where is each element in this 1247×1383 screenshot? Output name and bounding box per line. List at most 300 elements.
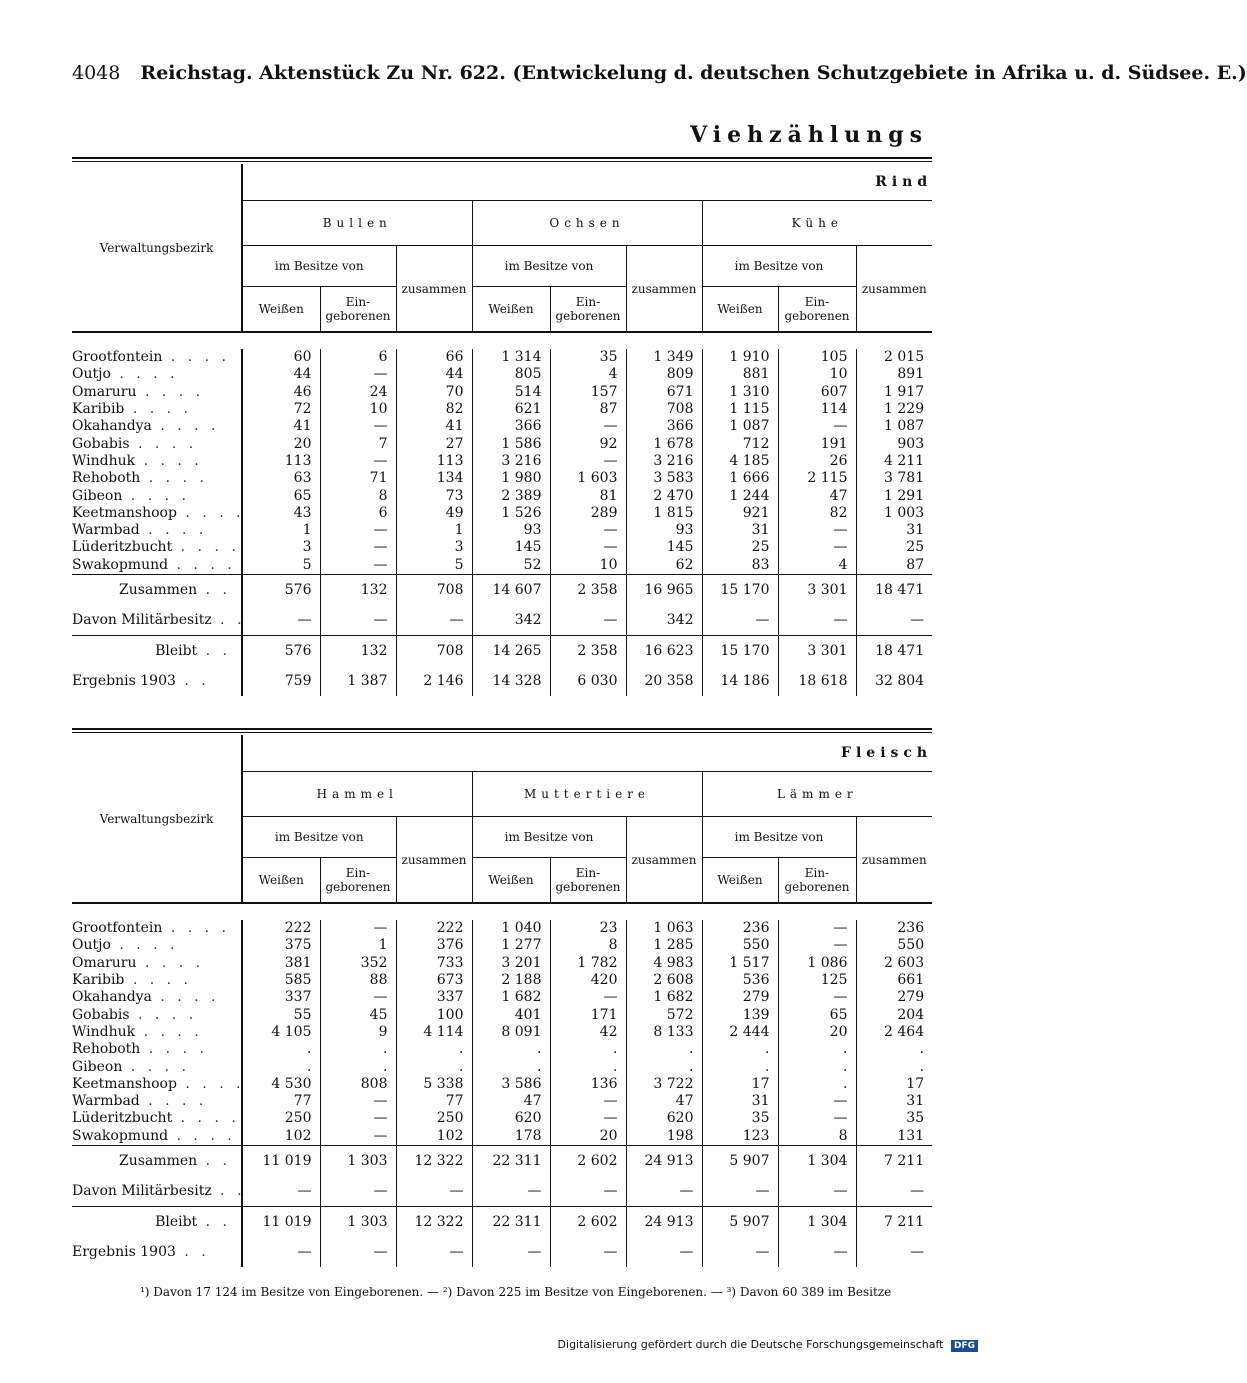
value-cell: 2 464 — [856, 1024, 932, 1041]
summary-value: 14 186 — [702, 666, 778, 696]
group-header — [242, 201, 472, 246]
summary-row-sum — [72, 574, 932, 605]
value-cell: 136 — [550, 1076, 626, 1093]
district-name — [72, 487, 242, 504]
value-cell: — — [320, 1128, 396, 1146]
natives-header: Ein-geborenen — [778, 858, 856, 904]
group-label: Hammel — [316, 787, 398, 801]
value-cell: — — [320, 453, 396, 470]
value-cell: 1 277 — [472, 937, 550, 954]
value-cell: . — [550, 1058, 626, 1075]
value-cell: 1 285 — [626, 937, 702, 954]
district-label: Windhuk — [72, 452, 136, 469]
value-cell: 9 — [320, 1024, 396, 1041]
value-cell: 3 583 — [626, 470, 702, 487]
value-cell: 83 — [702, 557, 778, 575]
owned-by-header: im Besitze von — [702, 246, 856, 287]
value-cell: 114 — [778, 401, 856, 418]
value-cell: . — [396, 1041, 472, 1058]
table-row — [72, 487, 932, 504]
value-cell: 352 — [320, 955, 396, 972]
district-label: Outjo — [72, 937, 111, 954]
value-cell: 157 — [550, 384, 626, 401]
summary-value: 1 304 — [778, 1145, 856, 1176]
value-cell: 82 — [396, 401, 472, 418]
leader-dots: . . . . — [135, 1023, 203, 1040]
value-cell: 65 — [242, 487, 320, 504]
value-cell: 4 530 — [242, 1076, 320, 1093]
summary-value: — — [702, 1176, 778, 1207]
table-row — [72, 453, 932, 470]
value-cell: — — [778, 539, 856, 556]
summary-label-cell — [72, 1176, 246, 1207]
summary-label: Zusammen — [119, 1152, 198, 1169]
value-cell: 8 091 — [472, 1024, 550, 1041]
leader-dots: . . . . — [176, 504, 245, 521]
value-cell: 236 — [702, 920, 778, 937]
summary-value: 2 602 — [550, 1145, 626, 1176]
value-cell: — — [550, 539, 626, 556]
summary-value: 2 358 — [550, 574, 626, 605]
summary-value: — — [396, 605, 472, 636]
summary-value: — — [778, 1176, 856, 1207]
summary-value: — — [702, 1237, 778, 1267]
value-cell: 222 — [242, 920, 320, 937]
value-cell: 41 — [396, 418, 472, 435]
value-cell: — — [320, 522, 396, 539]
category-label: Fleisch — [841, 745, 933, 761]
value-cell: 572 — [626, 1006, 702, 1023]
district-name — [72, 349, 242, 366]
whites-header: Weißen — [472, 858, 550, 904]
summary-value: — — [856, 605, 932, 636]
summary-label-cell — [72, 1145, 242, 1176]
district-label: Karibib — [72, 401, 125, 418]
value-cell: 1 — [242, 522, 320, 539]
leader-dots: . . — [175, 1243, 210, 1260]
summary-row-remains — [72, 635, 932, 666]
value-cell: 2 470 — [626, 487, 702, 504]
summary-value: — — [550, 1176, 626, 1207]
leader-dots: . . . . — [124, 972, 192, 989]
summary-value: — — [320, 605, 396, 636]
summary-value: 5 907 — [702, 1145, 778, 1176]
leader-dots: . . . . — [139, 1093, 208, 1110]
district-name — [72, 1093, 242, 1110]
value-cell: 87 — [856, 557, 932, 575]
footnote: ¹) Davon 17 124 im Besitze von Eingeborenen. — ²) Davon 225 im Besitze von Eingeborenen. — ³) Davon 60 389 im Besitze — [140, 1285, 892, 1299]
natives-header: Ein-geborenen — [320, 287, 396, 333]
value-cell: 4 983 — [626, 955, 702, 972]
group-header — [702, 772, 932, 817]
value-cell: . — [242, 1041, 320, 1058]
leader-dots: . . . . — [124, 401, 192, 418]
value-cell: . — [778, 1076, 856, 1093]
summary-value: 708 — [396, 635, 472, 666]
total-header: zusammen — [626, 817, 702, 904]
value-cell: 881 — [702, 366, 778, 383]
value-cell: 337 — [242, 989, 320, 1006]
summary-value: — — [242, 1176, 320, 1207]
leader-dots: . . . . — [151, 989, 220, 1006]
value-cell: — — [320, 366, 396, 383]
value-cell: — — [778, 920, 856, 937]
leader-dots: . . . . — [129, 1006, 198, 1023]
district-name — [72, 920, 242, 937]
summary-value: 16 623 — [626, 635, 702, 666]
leader-dots: . . . . — [136, 954, 205, 971]
summary-value: 1 303 — [320, 1206, 396, 1237]
summary-label: Zusammen — [119, 581, 198, 598]
value-cell: 1 086 — [778, 955, 856, 972]
value-cell: 24 — [320, 384, 396, 401]
value-cell: 1 349 — [626, 349, 702, 366]
value-cell: 2 115 — [778, 470, 856, 487]
summary-value: — — [550, 605, 626, 636]
leader-dots: . . . . — [176, 1075, 245, 1092]
leader-dots: . . . . — [162, 349, 231, 366]
owned-by-header: im Besitze von — [472, 817, 626, 858]
value-cell: 4 185 — [702, 453, 778, 470]
summary-value: — — [626, 1237, 702, 1267]
page-header — [72, 62, 1247, 84]
summary-value: 15 170 — [702, 635, 778, 666]
value-cell: — — [550, 522, 626, 539]
value-cell: 236 — [856, 920, 932, 937]
whites-header: Weißen — [242, 858, 320, 904]
district-label: Okahandya — [72, 989, 152, 1006]
header-divider — [72, 332, 932, 349]
district-label: Lüderitzbucht — [72, 1110, 173, 1127]
value-cell: 81 — [550, 487, 626, 504]
table-row — [72, 384, 932, 401]
value-cell: 279 — [702, 989, 778, 1006]
district-name — [72, 504, 245, 522]
table-row — [72, 955, 932, 972]
summary-value: 18 471 — [856, 574, 932, 605]
summary-label: Ergebnis 1903 — [72, 1243, 176, 1260]
value-cell: 131 — [856, 1128, 932, 1146]
district-name — [72, 1058, 242, 1075]
summary-value: 759 — [242, 666, 320, 696]
district-header-cell — [72, 164, 242, 332]
summary-row-remains — [72, 1206, 932, 1237]
value-cell: 134 — [396, 470, 472, 487]
value-cell: 3 216 — [626, 453, 702, 470]
whites-header: Weißen — [242, 287, 320, 333]
summary-value: 2 358 — [550, 635, 626, 666]
value-cell: 1 310 — [702, 384, 778, 401]
leader-dots: . . . . — [140, 1041, 208, 1058]
owned-by-header: im Besitze von — [702, 817, 856, 858]
value-cell: 8 — [778, 1128, 856, 1146]
value-cell: 31 — [856, 1093, 932, 1110]
value-cell: 123 — [702, 1128, 778, 1146]
summary-value: — — [702, 605, 778, 636]
district-name — [72, 435, 242, 452]
value-cell: — — [550, 1110, 626, 1127]
district-label: Grootfontein — [72, 920, 163, 937]
value-cell: 809 — [626, 366, 702, 383]
value-cell: 1 682 — [472, 989, 550, 1006]
group-header — [472, 201, 702, 246]
leader-dots: . . . . — [168, 556, 236, 573]
summary-label-cell — [72, 574, 242, 605]
district-label: Omaruru — [72, 954, 137, 971]
value-cell: 52 — [472, 557, 550, 575]
value-cell: — — [320, 418, 396, 435]
value-cell: — — [778, 989, 856, 1006]
summary-row-military — [72, 1176, 932, 1207]
value-cell: . — [778, 1041, 856, 1058]
value-cell: 10 — [778, 366, 856, 383]
district-name — [72, 539, 242, 556]
value-cell: 102 — [242, 1128, 320, 1146]
header-divider — [72, 903, 932, 920]
value-cell: 1 314 — [472, 349, 550, 366]
natives-header: Ein-geborenen — [550, 287, 626, 333]
value-cell: 8 — [320, 487, 396, 504]
district-label: Outjo — [72, 366, 111, 383]
value-cell: 401 — [472, 1006, 550, 1023]
summary-value: 14 607 — [472, 574, 550, 605]
district-name — [72, 401, 242, 418]
leader-dots: . . . . — [162, 920, 231, 937]
table-row — [72, 435, 932, 452]
district-name — [72, 366, 242, 383]
value-cell: 550 — [856, 937, 932, 954]
value-cell: 1 678 — [626, 435, 702, 452]
value-cell: 366 — [626, 418, 702, 435]
leader-dots: . . . . — [110, 366, 179, 383]
summary-value: — — [626, 1176, 702, 1207]
owned-by-header: im Besitze von — [472, 246, 626, 287]
leader-dots: . . . . — [172, 539, 240, 556]
value-cell: 1 526 — [472, 505, 550, 522]
summary-value: — — [856, 1237, 932, 1267]
value-cell: 2 608 — [626, 972, 702, 989]
district-name — [72, 1041, 242, 1058]
cattle-table — [72, 164, 932, 696]
value-cell: — — [550, 453, 626, 470]
value-cell: 3 781 — [856, 470, 932, 487]
district-name — [72, 453, 242, 470]
district-label: Gibeon — [72, 1058, 123, 1075]
dfg-watermark-text: Digitalisierung gefördert durch die Deutsche Forschungsgemeinschaft — [557, 1338, 944, 1351]
district-label: Lüderitzbucht — [72, 539, 173, 556]
value-cell: 88 — [320, 972, 396, 989]
value-cell: 3 — [396, 539, 472, 556]
value-cell: 3 — [242, 539, 320, 556]
summary-value: 14 265 — [472, 635, 550, 666]
summary-label: Bleibt — [155, 1213, 198, 1230]
value-cell: 7 — [320, 435, 396, 452]
value-cell: 26 — [778, 453, 856, 470]
summary-value: 2 602 — [550, 1206, 626, 1237]
value-cell: 1 115 — [702, 401, 778, 418]
summary-label-cell — [72, 635, 242, 666]
district-label: Swakopmund — [72, 556, 169, 573]
summary-value: 132 — [320, 635, 396, 666]
value-cell: 366 — [472, 418, 550, 435]
value-cell: 673 — [396, 972, 472, 989]
summary-value: — — [242, 605, 320, 636]
value-cell: 1 063 — [626, 920, 702, 937]
value-cell: . — [320, 1041, 396, 1058]
district-name — [72, 955, 242, 972]
district-label: Gobabis — [72, 435, 130, 452]
summary-value: 11 019 — [242, 1145, 320, 1176]
table-row — [72, 1093, 932, 1110]
value-cell: 2 188 — [472, 972, 550, 989]
value-cell: — — [320, 557, 396, 575]
value-cell: 82 — [778, 505, 856, 522]
summary-row-result — [72, 1237, 932, 1267]
value-cell: 20 — [778, 1024, 856, 1041]
value-cell: 891 — [856, 366, 932, 383]
value-cell: . — [242, 1058, 320, 1075]
summary-label-cell — [72, 605, 246, 636]
district-header: Verwaltungsbezirk — [99, 811, 214, 826]
value-cell: 145 — [472, 539, 550, 556]
summary-value: 132 — [320, 574, 396, 605]
group-header — [702, 201, 932, 246]
value-cell: 250 — [242, 1110, 320, 1127]
value-cell: — — [320, 920, 396, 937]
value-cell: 87 — [550, 401, 626, 418]
summary-label-cell — [72, 1206, 242, 1237]
district-label: Grootfontein — [72, 349, 163, 366]
value-cell: 6 — [320, 505, 396, 522]
summary-value: 342 — [472, 605, 550, 636]
value-cell: 1 586 — [472, 435, 550, 452]
district-label: Okahandya — [72, 418, 152, 435]
leader-dots: . . . . — [172, 1110, 240, 1127]
value-cell: 733 — [396, 955, 472, 972]
value-cell: 4 114 — [396, 1024, 472, 1041]
value-cell: . — [472, 1058, 550, 1075]
value-cell: . — [778, 1058, 856, 1075]
district-name — [72, 972, 242, 989]
value-cell: 31 — [702, 522, 778, 539]
summary-label-cell — [72, 666, 242, 696]
value-cell: 1 910 — [702, 349, 778, 366]
value-cell: . — [856, 1058, 932, 1075]
table-row — [72, 937, 932, 954]
value-cell: 1 815 — [626, 505, 702, 522]
value-cell: 222 — [396, 920, 472, 937]
value-cell: 49 — [396, 505, 472, 522]
value-cell: 3 216 — [472, 453, 550, 470]
table-row — [72, 401, 932, 418]
district-name — [72, 989, 242, 1006]
value-cell: 1 229 — [856, 401, 932, 418]
leader-dots: . . . . — [139, 522, 208, 539]
district-name — [72, 418, 242, 435]
value-cell: 73 — [396, 487, 472, 504]
group-label: Lämmer — [776, 787, 858, 801]
district-name — [72, 937, 242, 954]
category-cell — [242, 735, 932, 772]
district-name — [72, 1075, 245, 1093]
district-name — [72, 470, 242, 487]
value-cell: 620 — [626, 1110, 702, 1127]
leader-dots: . . . . — [151, 418, 220, 435]
summary-label: Bleibt — [155, 642, 198, 659]
table-row — [72, 1024, 932, 1041]
district-name — [72, 1110, 242, 1127]
value-cell: 66 — [396, 349, 472, 366]
table-row — [72, 470, 932, 487]
district-label: Gobabis — [72, 1006, 130, 1023]
summary-value: 22 311 — [472, 1206, 550, 1237]
value-cell: 4 — [550, 366, 626, 383]
value-cell: 5 338 — [396, 1076, 472, 1093]
value-cell: 31 — [856, 522, 932, 539]
value-cell: — — [320, 539, 396, 556]
value-cell: 44 — [396, 366, 472, 383]
leader-dots: . . — [211, 1182, 246, 1199]
value-cell: 6 — [320, 349, 396, 366]
mid-rule — [72, 728, 932, 730]
value-cell: 204 — [856, 1006, 932, 1023]
summary-value: 7 211 — [856, 1206, 932, 1237]
group-label: Bullen — [322, 216, 392, 230]
value-cell: 113 — [242, 453, 320, 470]
district-label: Gibeon — [72, 487, 123, 504]
value-cell: 17 — [856, 1076, 932, 1093]
value-cell: — — [778, 1093, 856, 1110]
value-cell: 191 — [778, 435, 856, 452]
value-cell: 47 — [626, 1093, 702, 1110]
value-cell: — — [778, 418, 856, 435]
value-cell: 2 015 — [856, 349, 932, 366]
total-header: zusammen — [396, 817, 472, 904]
summary-row-military — [72, 605, 932, 636]
value-cell: — — [778, 522, 856, 539]
summary-value: 1 303 — [320, 1145, 396, 1176]
district-label: Karibib — [72, 972, 125, 989]
category-label: Rind — [875, 174, 933, 190]
leader-dots: . . . . — [110, 937, 179, 954]
value-cell: 1 087 — [856, 418, 932, 435]
leader-dots: . . . . — [140, 470, 208, 487]
sheep-table — [72, 735, 932, 1267]
district-label: Keetmanshoop — [72, 504, 177, 521]
value-cell: — — [320, 1093, 396, 1110]
summary-value: 708 — [396, 574, 472, 605]
value-cell: 381 — [242, 955, 320, 972]
value-cell: — — [550, 418, 626, 435]
summary-value: 20 358 — [626, 666, 702, 696]
value-cell: . — [320, 1058, 396, 1075]
summary-value: 24 913 — [626, 1206, 702, 1237]
value-cell: 46 — [242, 384, 320, 401]
district-label: Rehoboth — [72, 1041, 141, 1058]
value-cell: — — [550, 989, 626, 1006]
leader-dots: . . . . — [129, 435, 198, 452]
district-label: Rehoboth — [72, 470, 141, 487]
leader-dots: . . . . — [122, 1058, 190, 1075]
summary-value: 576 — [242, 574, 320, 605]
summary-value: 2 146 — [396, 666, 472, 696]
group-label: Ochsen — [549, 216, 625, 230]
value-cell: 1 603 — [550, 470, 626, 487]
natives-header: Ein-geborenen — [320, 858, 396, 904]
value-cell: 42 — [550, 1024, 626, 1041]
summary-value: — — [778, 1237, 856, 1267]
district-label: Warmbad — [72, 522, 140, 539]
